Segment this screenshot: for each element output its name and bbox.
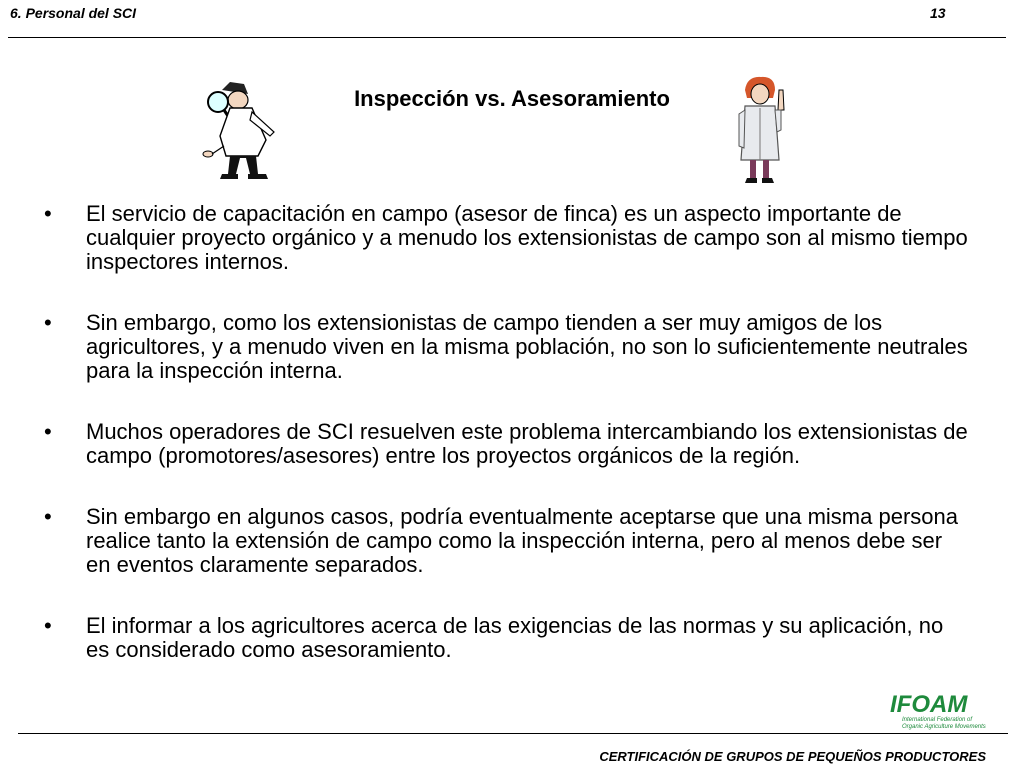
bullet-item-1 bbox=[40, 202, 970, 274]
header-rule bbox=[8, 37, 1006, 38]
bullet-text: Sin embargo en algunos casos, podría eventualmente aceptarse que una misma persona realice tanto la extensión de campo como la inspección interna, pero al menos debe ser en eventos claramente separados. bbox=[86, 504, 958, 577]
bullet-text: El servicio de capacitación en campo (asesor de finca) es un aspecto importante de cualquier proyecto orgánico y a menudo los extensionistas de campo son al mismo tiempo inspectores internos. bbox=[86, 201, 968, 274]
footer-text: CERTIFICACIÓN DE GRUPOS DE PEQUEÑOS PRODUCTORES bbox=[599, 749, 986, 764]
bullet-text: Muchos operadores de SCI resuelven este problema intercambiando los extensionistas de campo (promotores/asesores) entre los proyectos orgánicos de la región. bbox=[86, 419, 968, 468]
bullet-marker: • bbox=[44, 613, 52, 638]
bullet-item-5 bbox=[40, 614, 970, 662]
page-number: 13 bbox=[930, 5, 946, 21]
footer-rule bbox=[18, 733, 1008, 734]
slide-title: Inspección vs. Asesoramiento bbox=[354, 86, 670, 111]
bullet-marker: • bbox=[44, 310, 52, 335]
bullet-text: Sin embargo, como los extensionistas de campo tienden a ser muy amigos de los agricultores, y a menudo viven en la misma población, no son lo suficientemente neutrales para la inspección interna. bbox=[86, 310, 968, 383]
bullet-item-4 bbox=[40, 505, 970, 577]
logo-line2: Organic Agriculture Movements bbox=[902, 724, 986, 730]
logo-wordmark: IFOAM bbox=[890, 691, 968, 718]
bullet-marker: • bbox=[44, 419, 52, 444]
bullet-list bbox=[40, 202, 970, 699]
bullet-item-2 bbox=[40, 311, 970, 383]
bullet-marker: • bbox=[44, 504, 52, 529]
bullet-marker: • bbox=[44, 201, 52, 226]
bullet-item-3 bbox=[40, 420, 970, 468]
header-section: 6. Personal del SCI bbox=[10, 5, 137, 21]
bullet-text: El informar a los agricultores acerca de las exigencias de las normas y su aplicación, no es considerado como asesoramiento. bbox=[86, 613, 944, 662]
advisor-lab-coat-icon bbox=[733, 74, 789, 191]
ifoam-logo bbox=[888, 688, 992, 737]
logo-line1: International Federation of bbox=[902, 717, 973, 723]
